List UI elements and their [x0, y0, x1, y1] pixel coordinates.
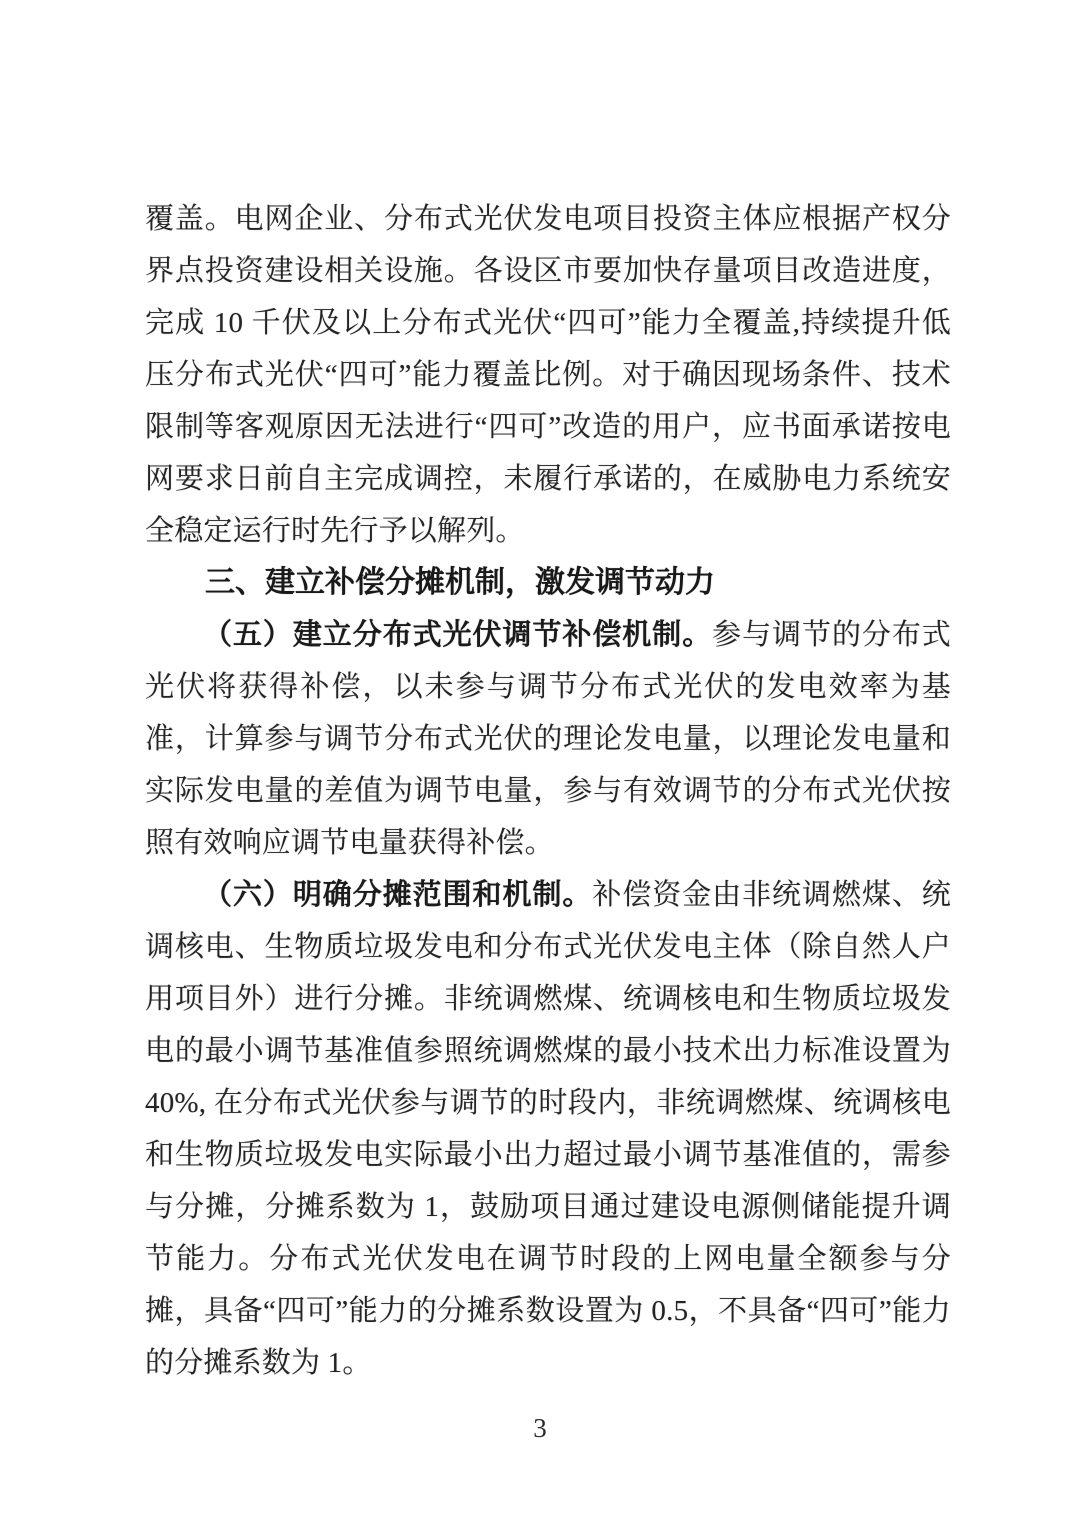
paragraph: （六）明确分摊范围和机制。补偿资金由非统调燃煤、统调核电、生物质垃圾发电和分布式光伏发电主体（除自然人户用项目外）进行分摊。非统调燃煤、统调核电和生物质垃圾发电的最小调节基准值参照统调燃煤的最小技术出力标准设置为 40%, 在分布式光伏参与调节的时段内，非统调燃煤、统调核电和生物质垃圾发电实际最小出力超过最小调节基准值的，需参与分摊，分摊系数为 1，鼓励项目通过建设电源侧储能提升调节能力。分布式光伏发电在调节时段的上网电量全额参与分摊，具备“四可”能力的分摊系数设置为 0.5，不具备“四可”能力的分摊系数为 1。	[145, 879, 951, 1379]
paragraph-lead: （六）明确分摊范围和机制。	[203, 879, 593, 911]
section-heading: 三、建立补偿分摊机制，激发调节动力	[205, 566, 715, 599]
paragraph-lead: （五）建立分布式光伏调节补偿机制。	[203, 619, 713, 651]
page-number: 3	[533, 1413, 547, 1443]
paragraph: 覆盖。电网企业、分布式光伏发电项目投资主体应根据产权分界点投资建设相关设施。各设区市要加快存量项目改造进度，完成 10 千伏及以上分布式光伏“四可”能力全覆盖,持续提升低压分布式光伏“四可”能力覆盖比例。对于确因现场条件、技术限制等客观原因无法进行“四可”改造的用户，应书面承诺按电网要求日前自主完成调控，未履行承诺的，在威胁电力系统安全稳定运行时先行予以解列。	[145, 203, 951, 547]
paragraph: （五）建立分布式光伏调节补偿机制。参与调节的分布式光伏将获得补偿，以未参与调节分布式光伏的发电效率为基准，计算参与调节分布式光伏的理论发电量，以理论发电量和实际发电量的差值为调节电量，参与有效调节的分布式光伏按照有效响应调节电量获得补偿。	[145, 619, 951, 859]
document-body	[145, 193, 951, 1389]
